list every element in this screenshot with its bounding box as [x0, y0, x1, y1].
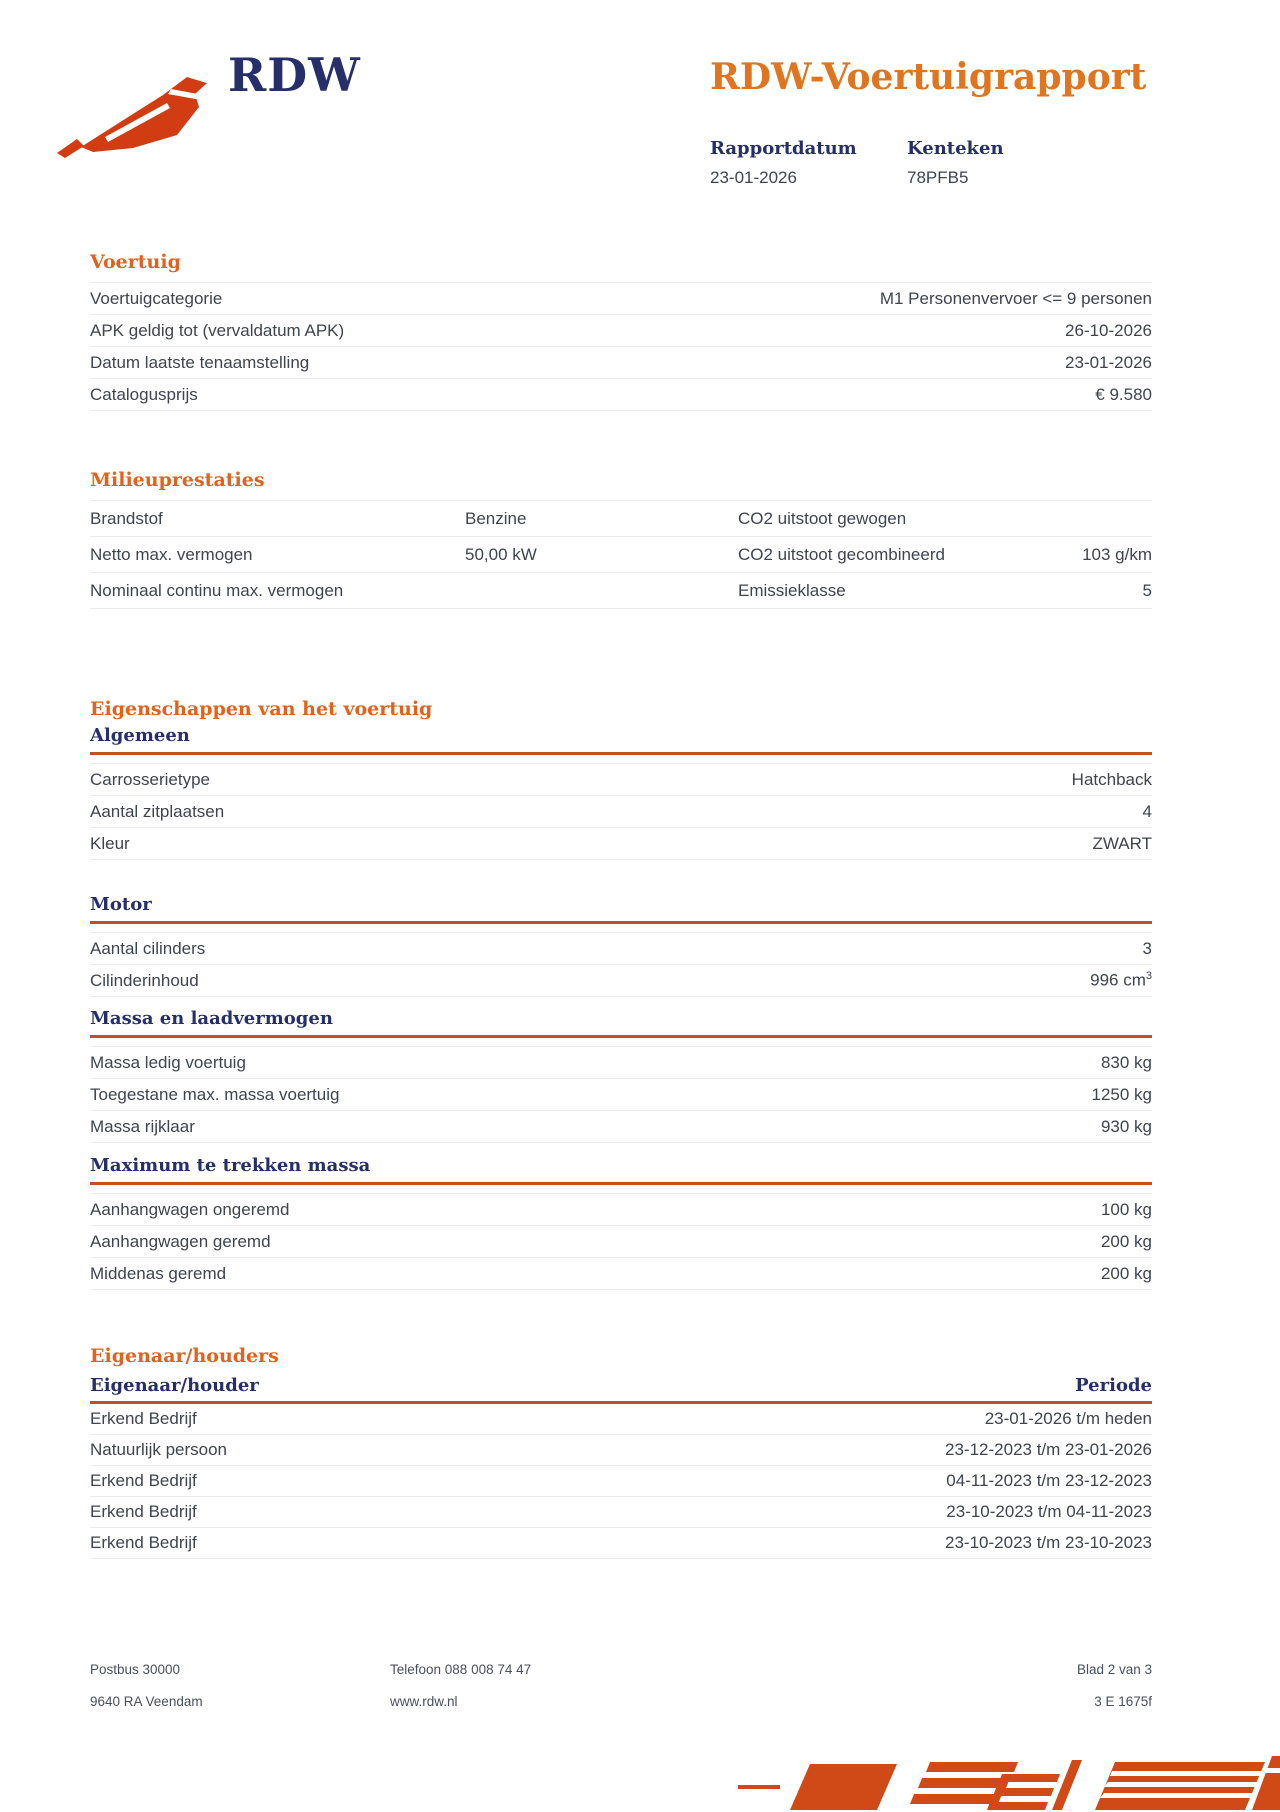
footer-website: www.rdw.nl	[390, 1694, 458, 1709]
report-date-value: 23-01-2026	[710, 168, 797, 187]
subsection-motor-title: Motor	[90, 894, 152, 915]
section-eigenschappen-title: Eigenschappen van het voertuig	[90, 698, 433, 720]
table-row: Aanhangwagen geremd 200 kg	[90, 1226, 1152, 1258]
table-row: Aanhangwagen ongeremd 100 kg	[90, 1194, 1152, 1226]
subsection-algemeen-title: Algemeen	[90, 725, 190, 746]
table-row: Carrosserietype Hatchback	[90, 764, 1152, 796]
section-milieuprestaties-title: Milieuprestaties	[90, 469, 265, 491]
table-row: Catalogusprijs € 9.580	[90, 379, 1152, 411]
table-row: Cilinderinhoud 996 $cm^3$	[90, 965, 1152, 997]
subsection-trekken	[90, 1156, 1152, 1290]
table-row: Nominaal continu max. vermogen Emissieklasse 5	[90, 573, 1152, 609]
section-voertuig-title: Voertuig	[90, 251, 181, 273]
table-row: Brandstof Benzine CO2 uitstoot gewogen	[90, 501, 1152, 537]
table-row: Aantal cilinders 3	[90, 933, 1152, 965]
footer-phone: Telefoon 088 008 74 47	[390, 1662, 532, 1677]
subsection-motor	[90, 895, 1152, 997]
footer-form-code: 3 E 1675f	[1094, 1694, 1152, 1709]
footer-page-number: Blad 2 van 3	[1076, 1662, 1152, 1677]
table-row: Middenas geremd 200 kg	[90, 1258, 1152, 1290]
speed-stripes-graphic	[660, 1752, 1280, 1812]
subsection-massa-title: Massa en laadvermogen	[90, 1008, 333, 1029]
subsection-massa	[90, 1009, 1152, 1143]
footer-address-line2: 9640 RA Veendam	[90, 1694, 203, 1709]
table-row: Datum laatste tenaamstelling 23-01-2026	[90, 347, 1152, 379]
owner-column-header: Eigenaar/houder	[90, 1374, 259, 1396]
orange-rule	[90, 752, 1152, 755]
subsection-algemeen	[90, 726, 1152, 860]
section-milieuprestaties	[90, 470, 1152, 609]
rdw-logo-text: RDW	[228, 48, 361, 102]
table-row: Voertuigcategorie M1 Personenvervoer <= 9 personen	[90, 283, 1152, 315]
subsection-trekken-title: Maximum te trekken massa	[90, 1155, 371, 1176]
page-title: RDW-Voertuigrapport	[710, 56, 1147, 98]
table-row: Erkend Bedrijf 04-11-2023 t/m 23-12-2023	[90, 1466, 1152, 1497]
license-plate-value: 78PFB5	[907, 168, 969, 187]
orange-rule	[90, 1035, 1152, 1038]
orange-rule	[90, 1182, 1152, 1185]
table-row: Toegestane max. massa voertuig 1250 kg	[90, 1079, 1152, 1111]
footer-address-line1: Postbus 30000	[90, 1662, 181, 1677]
table-row: APK geldig tot (vervaldatum APK) 26-10-2026	[90, 315, 1152, 347]
period-column-header: Periode	[1075, 1374, 1152, 1396]
section-eigenaar-title: Eigenaar/houders	[90, 1345, 279, 1367]
table-row: Massa rijklaar 930 kg	[90, 1111, 1152, 1143]
table-row: Netto max. vermogen 50,00 kW CO2 uitstoot gecombineerd 103 g/km	[90, 537, 1152, 573]
section-eigenaar	[90, 1346, 1152, 1559]
table-row: Aantal zitplaatsen 4	[90, 796, 1152, 828]
table-row: Erkend Bedrijf 23-10-2023 t/m 23-10-2023	[90, 1528, 1152, 1559]
table-row: Erkend Bedrijf 23-01-2026 t/m heden	[90, 1404, 1152, 1435]
rdw-wing-logo-icon	[55, 55, 215, 160]
table-row: Erkend Bedrijf 23-10-2023 t/m 04-11-2023	[90, 1497, 1152, 1528]
section-eigenschappen	[90, 699, 1152, 719]
orange-rule	[90, 921, 1152, 924]
table-row: Massa ledig voertuig 830 kg	[90, 1047, 1152, 1079]
license-plate-label: Kenteken	[907, 138, 1004, 159]
table-row: Natuurlijk persoon 23-12-2023 t/m 23-01-2026	[90, 1435, 1152, 1466]
table-row: Kleur ZWART	[90, 828, 1152, 860]
section-voertuig	[90, 252, 1152, 411]
report-date-label: Rapportdatum	[710, 138, 857, 159]
